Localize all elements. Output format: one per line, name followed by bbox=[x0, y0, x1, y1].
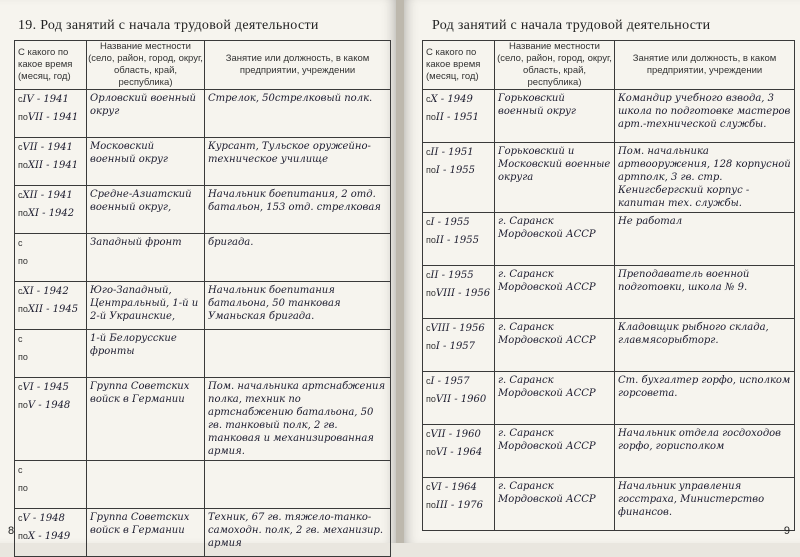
position-cell: бригада. bbox=[205, 234, 391, 282]
position-cell: Начальник боепитания батальона, 50 танковая Уманьская бригада. bbox=[205, 282, 391, 330]
period-cell bbox=[423, 266, 495, 319]
date-from bbox=[15, 509, 86, 527]
table-row bbox=[423, 478, 795, 531]
date-to bbox=[423, 231, 494, 249]
place-cell: Московский военный округ bbox=[87, 138, 205, 186]
position-cell: Кладовщик рыбного склада, главмясорыбторг. bbox=[615, 319, 795, 372]
header-place: Название местности (село, район, город, округ, область, край, республика) bbox=[495, 41, 615, 90]
to-prefix: по bbox=[426, 112, 436, 122]
to-date: XII - 1945 bbox=[27, 304, 79, 315]
position-cell bbox=[205, 330, 391, 378]
to-date: II - 1955 bbox=[435, 235, 479, 246]
date-from bbox=[423, 372, 494, 390]
right-page bbox=[404, 0, 800, 543]
date-from bbox=[423, 478, 494, 496]
table-row bbox=[15, 461, 391, 509]
table-row bbox=[15, 330, 391, 378]
place-cell: Юго-Западный, Центральный, 1-й и 2-й Украинские, bbox=[87, 282, 205, 330]
period-cell bbox=[423, 372, 495, 425]
page-title: Род занятий с начала трудовой деятельности bbox=[432, 18, 711, 33]
to-prefix: по bbox=[18, 352, 28, 362]
header-position: Занятие или должность, в каком предприятии, учреждении bbox=[205, 41, 391, 90]
table-row bbox=[423, 266, 795, 319]
date-to bbox=[15, 252, 86, 270]
date-to bbox=[15, 396, 86, 414]
date-to bbox=[15, 204, 86, 222]
from-prefix: с bbox=[426, 482, 431, 492]
book-gutter bbox=[396, 0, 404, 543]
period-cell bbox=[423, 90, 495, 143]
page-number: 9 bbox=[783, 525, 790, 537]
date-from bbox=[15, 461, 86, 479]
table-row bbox=[423, 213, 795, 266]
from-prefix: с bbox=[426, 270, 431, 280]
from-prefix: с bbox=[426, 217, 431, 227]
date-to bbox=[15, 108, 86, 126]
to-date: VI - 1964 bbox=[435, 447, 483, 458]
table-row bbox=[15, 282, 391, 330]
date-to bbox=[423, 108, 494, 126]
date-from bbox=[423, 213, 494, 231]
from-date: VII - 1941 bbox=[22, 142, 73, 153]
table-row bbox=[15, 186, 391, 234]
position-cell: Пом. начальника артснабжения полка, техник по артснабжению батальона, 50 гв. танковый полк, 2 гв. танковая и механизированная армия. bbox=[205, 378, 391, 461]
work-history-table bbox=[14, 40, 391, 557]
date-from bbox=[423, 319, 494, 337]
page-title: 19. Род занятий с начала трудовой деятельности bbox=[18, 18, 319, 33]
position-cell: Командир учебного взвода, 3 школа по подготовке мастеров арт.-технической службы. bbox=[615, 90, 795, 143]
position-cell: Начальник отдела госдоходов горфо, горисполком bbox=[615, 425, 795, 478]
place-cell: Горьковский военный округ bbox=[495, 90, 615, 143]
from-date: I - 1957 bbox=[430, 376, 470, 387]
date-from bbox=[15, 186, 86, 204]
header-period: С какого по какое время (месяц, год) bbox=[15, 41, 87, 90]
from-date: V - 1948 bbox=[22, 513, 65, 524]
period-cell bbox=[15, 186, 87, 234]
to-date: X - 1949 bbox=[27, 531, 71, 542]
header-position: Занятие или должность, в каком предприятии, учреждении bbox=[615, 41, 795, 90]
from-prefix: с bbox=[426, 94, 431, 104]
date-to bbox=[423, 390, 494, 408]
date-to bbox=[423, 443, 494, 461]
to-prefix: по bbox=[18, 256, 28, 266]
to-date: XII - 1941 bbox=[27, 160, 79, 171]
place-cell: г. Саранск Мордовской АССР bbox=[495, 213, 615, 266]
to-prefix: по bbox=[426, 288, 436, 298]
date-from bbox=[15, 282, 86, 300]
place-cell: 1-й Белорусские фронты bbox=[87, 330, 205, 378]
period-cell bbox=[15, 378, 87, 461]
period-cell bbox=[423, 425, 495, 478]
date-to bbox=[15, 479, 86, 497]
from-prefix: с bbox=[18, 190, 23, 200]
place-cell: Группа Советских войск в Германии bbox=[87, 509, 205, 557]
period-cell bbox=[423, 213, 495, 266]
from-prefix: с bbox=[18, 94, 23, 104]
table-row bbox=[423, 372, 795, 425]
from-date: VI - 1945 bbox=[22, 382, 69, 393]
place-cell: г. Саранск Мордовской АССР bbox=[495, 425, 615, 478]
period-cell bbox=[15, 509, 87, 557]
date-from bbox=[15, 90, 86, 108]
period-cell bbox=[15, 138, 87, 186]
left-page bbox=[0, 0, 396, 549]
date-from bbox=[423, 266, 494, 284]
date-to bbox=[423, 337, 494, 355]
position-cell: Стрелок, 50стрелковый полк. bbox=[205, 90, 391, 138]
to-date: II - 1951 bbox=[435, 112, 479, 123]
place-cell bbox=[87, 461, 205, 509]
to-prefix: по bbox=[18, 208, 28, 218]
table-row bbox=[15, 378, 391, 461]
to-prefix: по bbox=[18, 531, 28, 541]
from-prefix: с bbox=[426, 147, 431, 157]
position-cell: Техник, 67 гв. тяжело-танко-самоходн. полк, 2 гв. механизир. армия bbox=[205, 509, 391, 557]
place-cell: г. Саранск Мордовской АССР bbox=[495, 478, 615, 531]
from-prefix: с bbox=[18, 465, 23, 475]
table-row bbox=[15, 234, 391, 282]
from-date: VIII - 1956 bbox=[430, 323, 485, 334]
from-date: I - 1955 bbox=[430, 217, 470, 228]
date-to bbox=[15, 348, 86, 366]
from-prefix: с bbox=[18, 238, 23, 248]
table-row bbox=[423, 425, 795, 478]
table-row bbox=[15, 90, 391, 138]
date-to bbox=[423, 161, 494, 179]
position-cell: Начальник боепитания, 2 отд. батальон, 153 отд. стрелковая bbox=[205, 186, 391, 234]
place-cell: г. Саранск Мордовской АССР bbox=[495, 266, 615, 319]
period-cell bbox=[423, 319, 495, 372]
date-to bbox=[423, 496, 494, 514]
to-prefix: по bbox=[426, 165, 436, 175]
table-row bbox=[423, 90, 795, 143]
table-row bbox=[15, 138, 391, 186]
place-cell: Орловский военный округ bbox=[87, 90, 205, 138]
to-prefix: по bbox=[426, 500, 436, 510]
to-date: VII - 1960 bbox=[435, 394, 487, 405]
from-prefix: с bbox=[18, 142, 23, 152]
from-prefix: с bbox=[426, 429, 431, 439]
to-date: V - 1948 bbox=[27, 400, 71, 411]
place-cell: Группа Советских войск в Германии bbox=[87, 378, 205, 461]
to-date: I - 1957 bbox=[435, 341, 476, 352]
to-date: XI - 1942 bbox=[27, 208, 75, 219]
to-date: III - 1976 bbox=[435, 500, 483, 511]
period-cell bbox=[15, 282, 87, 330]
from-prefix: с bbox=[426, 323, 431, 333]
position-cell: Начальник управления госстраха, Министерство финансов. bbox=[615, 478, 795, 531]
to-date: VIII - 1956 bbox=[435, 288, 491, 299]
from-prefix: с bbox=[426, 376, 431, 386]
date-to bbox=[15, 527, 86, 545]
to-prefix: по bbox=[426, 447, 436, 457]
period-cell bbox=[15, 90, 87, 138]
to-prefix: по bbox=[18, 160, 28, 170]
page-number: 8 bbox=[8, 525, 15, 537]
to-prefix: по bbox=[18, 483, 28, 493]
position-cell bbox=[205, 461, 391, 509]
date-from bbox=[15, 378, 86, 396]
place-cell: Горьковский и Московский военные округа bbox=[495, 143, 615, 213]
from-prefix: с bbox=[18, 286, 23, 296]
date-to bbox=[15, 156, 86, 174]
from-prefix: с bbox=[18, 382, 23, 392]
from-date: IV - 1941 bbox=[22, 94, 69, 105]
position-cell: Пом. начальника артвооружения, 128 корпусной артполк, 3 гв. стр. Кенигсбергский корпус - капитан тех. службы. bbox=[615, 143, 795, 213]
to-prefix: по bbox=[18, 400, 28, 410]
to-prefix: по bbox=[18, 112, 28, 122]
period-cell bbox=[423, 143, 495, 213]
date-from bbox=[15, 330, 86, 348]
date-from bbox=[423, 90, 494, 108]
position-cell: Курсант, Тульское оружейно-техническое училище bbox=[205, 138, 391, 186]
to-date: VII - 1941 bbox=[27, 112, 79, 123]
place-cell: г. Саранск Мордовской АССР bbox=[495, 319, 615, 372]
from-prefix: с bbox=[18, 513, 23, 523]
table-row bbox=[15, 509, 391, 557]
place-cell: Западный фронт bbox=[87, 234, 205, 282]
from-date: XII - 1941 bbox=[22, 190, 73, 201]
from-prefix: с bbox=[18, 334, 23, 344]
period-cell bbox=[15, 234, 87, 282]
date-from bbox=[15, 138, 86, 156]
date-from bbox=[423, 143, 494, 161]
to-prefix: по bbox=[426, 394, 436, 404]
position-cell: Ст. бухгалтер горфо, исполком горсовета. bbox=[615, 372, 795, 425]
from-date: VII - 1960 bbox=[430, 429, 481, 440]
date-from bbox=[15, 234, 86, 252]
table-row bbox=[423, 143, 795, 213]
date-to bbox=[15, 300, 86, 318]
to-prefix: по bbox=[18, 304, 28, 314]
from-date: VI - 1964 bbox=[430, 482, 477, 493]
place-cell: Средне-Азиатский военный округ, bbox=[87, 186, 205, 234]
to-prefix: по bbox=[426, 341, 436, 351]
place-cell: г. Саранск Мордовской АССР bbox=[495, 372, 615, 425]
period-cell bbox=[15, 461, 87, 509]
from-date: X - 1949 bbox=[430, 94, 473, 105]
from-date: II - 1955 bbox=[430, 270, 474, 281]
header-period: С какого по какое время (месяц, год) bbox=[423, 41, 495, 90]
header-place: Название местности (село, район, город, округ, область, край, республика) bbox=[88, 41, 203, 88]
to-date: I - 1955 bbox=[435, 165, 476, 176]
period-cell bbox=[423, 478, 495, 531]
date-from bbox=[423, 425, 494, 443]
work-history-table bbox=[422, 40, 795, 531]
from-date: II - 1951 bbox=[430, 147, 474, 158]
to-prefix: по bbox=[426, 235, 436, 245]
period-cell bbox=[15, 330, 87, 378]
position-cell: Не работал bbox=[615, 213, 795, 266]
position-cell: Преподаватель военной подготовки, школа № 9. bbox=[615, 266, 795, 319]
from-date: XI - 1942 bbox=[22, 286, 69, 297]
table-row bbox=[423, 319, 795, 372]
date-to bbox=[423, 284, 494, 302]
